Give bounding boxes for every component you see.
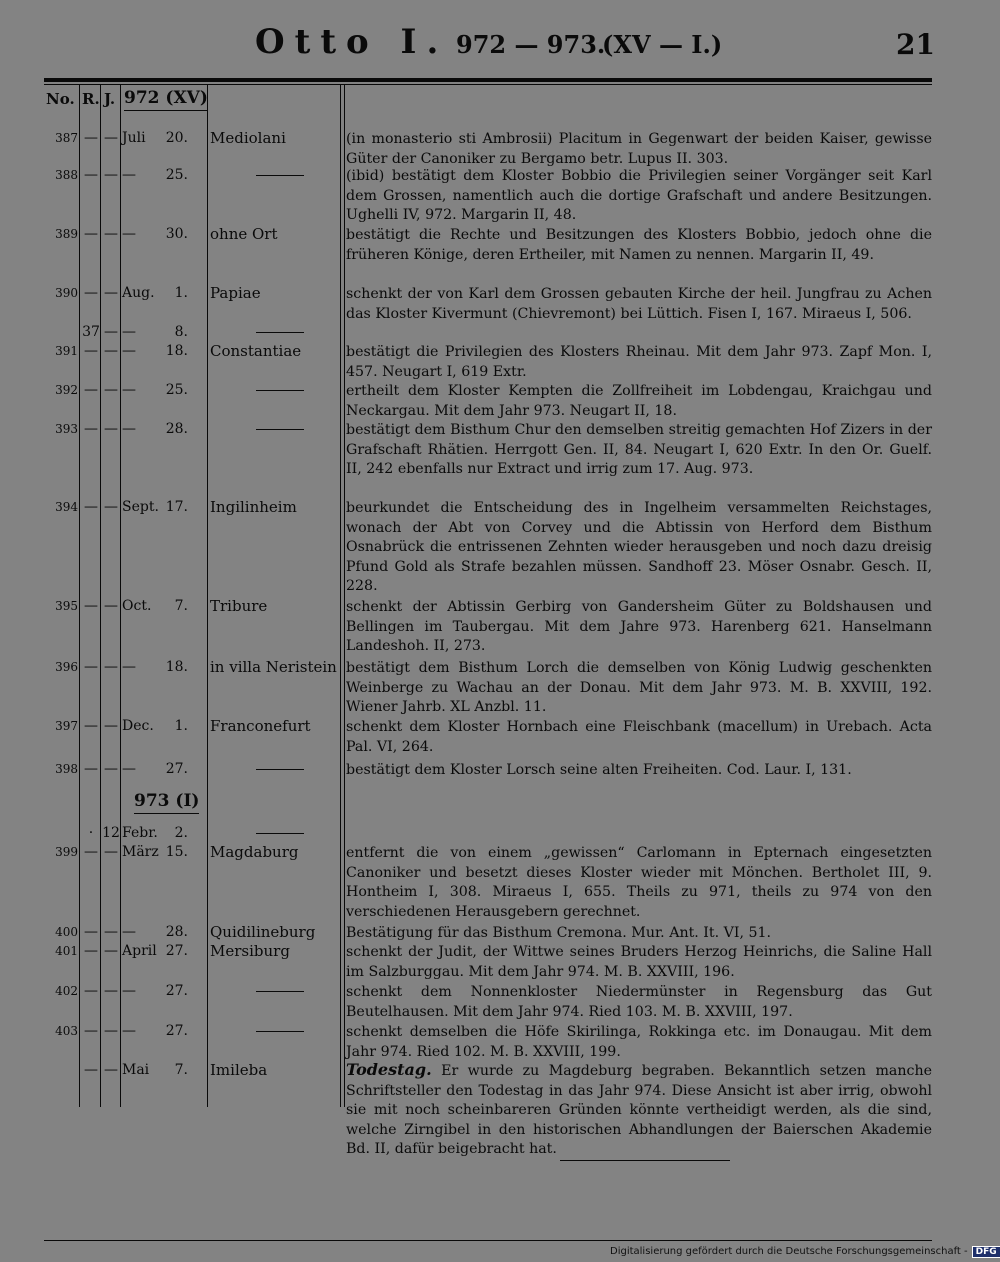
entry-place xyxy=(210,380,338,391)
entry-place xyxy=(210,165,338,176)
regnal-year-mark: — xyxy=(104,421,118,437)
end-rule xyxy=(560,1160,730,1161)
entry-day: 17. xyxy=(165,499,188,515)
entry-number: 396 xyxy=(55,660,78,674)
entry-month: — xyxy=(122,167,136,183)
entry-month: — xyxy=(122,382,136,398)
regnal-year-mark: — xyxy=(104,943,118,959)
entry-text: (in monasterio sti Ambrosii) Placitum in Gegenwart der beiden Kaiser, gewisse Güter der Canoniker zu Bergamo betr. Lupus II. 303. xyxy=(346,131,932,167)
entry-month: Febr. xyxy=(122,825,158,841)
entry-place: Ingilinheim xyxy=(210,498,297,516)
entry-summary xyxy=(346,341,932,382)
column-divider-text xyxy=(340,85,345,1107)
entry-number: 387 xyxy=(55,131,78,145)
entry-day: 20. xyxy=(165,130,188,146)
regesta-mark: — xyxy=(84,761,98,777)
regesta-mark: — xyxy=(84,1023,98,1039)
running-title: Otto I. xyxy=(255,22,449,62)
entry-summary xyxy=(346,842,932,922)
regnal-year-mark: — xyxy=(104,343,118,359)
entry-place: in villa Neristein xyxy=(210,658,337,676)
entry-number: 402 xyxy=(55,984,78,998)
entry-text: bestätigt dem Bisthum Chur den demselben streitig gemachten Hof Zizers in der Grafschaft Rhätien. Herrgott Gen. II, 84. Neugart I, 620 Extr. In den Or. Guelf. II, 242 ebenfalls nur Extract und irrig zum 17. Aug. 973. xyxy=(346,422,932,478)
digitization-footer xyxy=(610,1246,1000,1258)
entry-month: Mai xyxy=(122,1062,150,1078)
entry-summary xyxy=(346,716,932,757)
entry-number: 401 xyxy=(55,944,78,958)
regesta-mark: — xyxy=(84,598,98,614)
regnal-year-mark: — xyxy=(104,598,118,614)
entry-place: Tribure xyxy=(210,597,268,615)
regesta-mark: — xyxy=(84,924,98,940)
entry-number: 403 xyxy=(55,1024,78,1038)
regnal-year-mark: — xyxy=(104,761,118,777)
entry-month: Dec. xyxy=(122,718,154,734)
regnal-year-mark: — xyxy=(104,924,118,940)
entry-month: Oct. xyxy=(122,598,152,614)
column-divider-date xyxy=(207,85,208,1107)
entry-place: Imileba xyxy=(210,1061,268,1079)
entry-month: — xyxy=(122,226,136,242)
column-divider-j xyxy=(120,85,121,1107)
entry-text: bestätigt die Privilegien des Klosters Rheinau. Mit dem Jahr 973. Zapf Mon. I, 457. Neugart I, 619 Extr. xyxy=(346,344,932,380)
regnal-year-mark: — xyxy=(104,382,118,398)
regnal-year-mark: — xyxy=(104,285,118,301)
entry-text: schenkt der Abtissin Gerbirg von Gandersheim Güter zu Boldshausen und Bellingen im Taubergau. Mit dem Jahre 973. Harenberg 621. Hanselmann Landeshoh. II, 273. xyxy=(346,599,932,655)
page-bottom-rule xyxy=(44,1240,932,1241)
entry-summary xyxy=(346,128,932,169)
entry-month: — xyxy=(122,659,136,675)
entry-text: schenkt der Judit, der Wittwe seines Bruders Herzog Heinrichs, die Saline Hall im Salzburggau. Mit dem Jahr 974. M. B. XXVIII, 196. xyxy=(346,944,932,980)
regnal-year-mark: — xyxy=(104,659,118,675)
entry-summary xyxy=(346,657,932,718)
entry-lead: Todestag. xyxy=(346,1060,432,1079)
entry-number: 397 xyxy=(55,719,78,733)
entry-place: ohne Ort xyxy=(210,225,278,243)
entry-place: Papiae xyxy=(210,284,261,302)
regesta-mark: — xyxy=(84,167,98,183)
entry-place xyxy=(210,823,338,834)
entry-day: 27. xyxy=(165,761,188,777)
entry-number: 393 xyxy=(55,422,78,436)
entry-text: bestätigt dem Kloster Lorsch seine alten Freiheiten. Cod. Laur. I, 131. xyxy=(346,762,852,778)
regnal-year-mark: — xyxy=(104,718,118,734)
entry-summary xyxy=(346,1060,932,1160)
regnal-year-mark: 12 xyxy=(102,825,120,841)
entry-text: bestätigt die Rechte und Besitzungen des Klosters Bobbio, jedoch ohne die früheren Könige, deren Ertheiler, mit Namen zu nennen. Margarin II, 49. xyxy=(346,227,932,263)
entry-day: 28. xyxy=(165,421,188,437)
entry-text: schenkt dem Nonnenkloster Niedermünster in Regensburg das Gut Beutelhausen. Mit dem Jahr 974. Ried 103. M. B. XXVIII, 197. xyxy=(346,984,932,1020)
regesta-mark: — xyxy=(84,226,98,242)
column-header-no: No. xyxy=(46,90,75,108)
entry-day: 1. xyxy=(174,718,188,734)
entry-place: Mersiburg xyxy=(210,942,290,960)
entry-day: 1. xyxy=(174,285,188,301)
entry-month: April xyxy=(122,943,157,959)
entry-text: ertheilt dem Kloster Kempten die Zollfreiheit im Lobdengau, Kraichgau und Neckargau. Mit dem Jahr 973. Neugart II, 18. xyxy=(346,383,932,419)
entry-summary xyxy=(346,596,932,657)
entry-place xyxy=(210,322,338,333)
regesta-mark: — xyxy=(84,659,98,675)
entry-day: 8. xyxy=(174,324,188,340)
regesta-mark: — xyxy=(84,983,98,999)
regesta-mark: — xyxy=(84,382,98,398)
entry-day: 25. xyxy=(165,167,188,183)
entry-month: — xyxy=(122,1023,136,1039)
column-divider-no xyxy=(79,85,80,1107)
entry-day: 30. xyxy=(165,226,188,242)
entry-day: 18. xyxy=(165,659,188,675)
entry-summary xyxy=(346,224,932,265)
header-rule-thin xyxy=(44,84,932,85)
entry-summary xyxy=(346,759,932,781)
entry-day: 25. xyxy=(165,382,188,398)
entry-number: 395 xyxy=(55,599,78,613)
page-header xyxy=(0,0,1000,80)
entry-number: 394 xyxy=(55,500,78,514)
regnal-year-mark: — xyxy=(104,167,118,183)
entry-month: — xyxy=(122,324,136,340)
column-header-r: R. xyxy=(82,90,100,108)
regesta-mark: — xyxy=(84,718,98,734)
entry-summary xyxy=(346,497,932,597)
regesta-mark: — xyxy=(84,421,98,437)
entry-number: 400 xyxy=(55,925,78,939)
entry-summary xyxy=(346,165,932,226)
entry-place: Magdaburg xyxy=(210,843,299,861)
entry-number: 398 xyxy=(55,762,78,776)
entry-place xyxy=(210,419,338,430)
entry-text: entfernt die von einem „gewissen“ Carlomann in Epternach eingesetzten Canoniker und besetzt dieses Kloster wieder mit Mönchen. Bertholet III, 9. Hontheim I, 308. Miraeus I, 655. Theils zu 971, theils zu 974 von den verschiedenen Herausgebern gerechnet. xyxy=(346,845,932,920)
entry-place: Constantiae xyxy=(210,342,302,360)
entry-month: — xyxy=(122,761,136,777)
entry-day: 27. xyxy=(165,983,188,999)
regnal-year-mark: — xyxy=(104,499,118,515)
running-years: 972 — 973. xyxy=(456,30,606,59)
entry-day: 15. xyxy=(165,844,188,860)
entry-number: 392 xyxy=(55,383,78,397)
entry-number: 399 xyxy=(55,845,78,859)
entry-number: 391 xyxy=(55,344,78,358)
regnal-year-mark: — xyxy=(104,1023,118,1039)
regesta-mark: — xyxy=(84,844,98,860)
year-heading-973: 973 (I) xyxy=(134,791,200,811)
entry-month: — xyxy=(122,983,136,999)
entry-place xyxy=(210,981,338,992)
entry-text: beurkundet die Entscheidung des in Ingelheim versammelten Reichstages, wonach der Abt von Corvey und die Abtissin von Herford dem Bisthum Osnabrück die entrissenen Zehnten wieder herausgeben und noch dazu dreisig Pfund Gold als Strafe bezahlen müssen. Sandhoff 23. Möser Osnabr. Gesch. II, 228. xyxy=(346,500,932,595)
entry-month: Aug. xyxy=(122,285,155,301)
entry-text: (ibid) bestätigt dem Kloster Bobbio die Privilegien seiner Vorgänger seit Karl dem Grossen, namentlich auch die dortige Grafschaft und andere Besitzungen. Ughelli IV, 972. Margarin II, 48. xyxy=(346,168,932,224)
entry-number: 390 xyxy=(55,286,78,300)
regnal-year-mark: — xyxy=(104,1062,118,1078)
regnal-year-mark: — xyxy=(104,844,118,860)
regnal-year-mark: — xyxy=(104,130,118,146)
entry-day: 27. xyxy=(165,943,188,959)
entry-text: bestätigt dem Bisthum Lorch die demselben von König Ludwig geschenkten Weinberge zu Wachau an der Donau. Mit dem Jahr 973. M. B. XXVIII, 192. Wiener Jahrb. XL Anzbl. 11. xyxy=(346,660,932,716)
regnal-year-mark: — xyxy=(104,226,118,242)
entry-summary xyxy=(346,981,932,1022)
entry-place: Mediolani xyxy=(210,129,286,147)
entry-place: Franconefurt xyxy=(210,717,311,735)
entry-text: schenkt demselben die Höfe Skirilinga, Rokkinga etc. im Donaugau. Mit dem Jahr 974. Ried 102. M. B. XXVIII, 199. xyxy=(346,1024,932,1060)
regesta-mark: — xyxy=(84,285,98,301)
entry-day: 18. xyxy=(165,343,188,359)
running-period: (XV — I.) xyxy=(602,30,723,59)
entry-place xyxy=(210,1021,338,1032)
entry-month: März xyxy=(122,844,159,860)
page-number: 21 xyxy=(896,28,935,61)
dfg-logo: DFG xyxy=(972,1246,1000,1258)
regesta-mark: · xyxy=(88,825,94,841)
regesta-mark: — xyxy=(84,943,98,959)
regesta-mark: — xyxy=(84,343,98,359)
column-header-j: J. xyxy=(104,90,116,108)
regesta-mark: — xyxy=(84,1062,98,1078)
entry-text: Er wurde zu Magdeburg begraben. Bekanntlich setzen manche Schriftsteller den Todestag in das Jahr 974. Diese Ansicht ist aber irrig, obwohl sie mit noch scheinbareren Gründen könnte vertheidigt werden, als die sind, welche Zirngibel in den historischen Abhandlungen der Baierschen Akademie Bd. II, dafür beigebracht hat. xyxy=(346,1063,932,1158)
entry-month: Sept. xyxy=(122,499,159,515)
entry-month: — xyxy=(122,421,136,437)
entry-month: — xyxy=(122,343,136,359)
entry-text: schenkt dem Kloster Hornbach eine Fleischbank (macellum) in Urebach. Acta Pal. VI, 264. xyxy=(346,719,932,755)
regnal-year-mark: — xyxy=(104,324,118,340)
footer-text: Digitalisierung gefördert durch die Deutsche Forschungsgemeinschaft - xyxy=(610,1246,968,1257)
entry-day: 2. xyxy=(174,825,188,841)
regesta-mark: — xyxy=(84,130,98,146)
entry-text: Bestätigung für das Bisthum Cremona. Mur. Ant. It. VI, 51. xyxy=(346,925,772,941)
entry-place xyxy=(210,759,338,770)
entry-number: 389 xyxy=(55,227,78,241)
entry-summary xyxy=(346,941,932,982)
entry-month: — xyxy=(122,924,136,940)
entry-summary xyxy=(346,283,932,324)
entry-number: 388 xyxy=(55,168,78,182)
entry-day: 7. xyxy=(174,1062,188,1078)
year-heading-972: 972 (XV) xyxy=(124,88,208,108)
regnal-year-mark: — xyxy=(104,983,118,999)
entry-day: 7. xyxy=(174,598,188,614)
entry-place: Quidilineburg xyxy=(210,923,316,941)
entry-summary xyxy=(346,419,932,480)
column-divider-r xyxy=(100,85,101,1107)
header-rule-thick xyxy=(44,78,932,82)
regesta-mark: — xyxy=(84,499,98,515)
entry-day: 27. xyxy=(165,1023,188,1039)
entry-day: 28. xyxy=(165,924,188,940)
entry-text: schenkt der von Karl dem Grossen gebauten Kirche der heil. Jungfrau zu Achen das Kloster Kivermunt (Chievremont) bei Lüttich. Fisen I, 167. Miraeus I, 506. xyxy=(346,286,932,322)
entry-month: Juli xyxy=(122,130,146,146)
entry-summary xyxy=(346,1021,932,1062)
regesta-mark: 37 xyxy=(82,324,100,340)
entry-summary xyxy=(346,380,932,421)
